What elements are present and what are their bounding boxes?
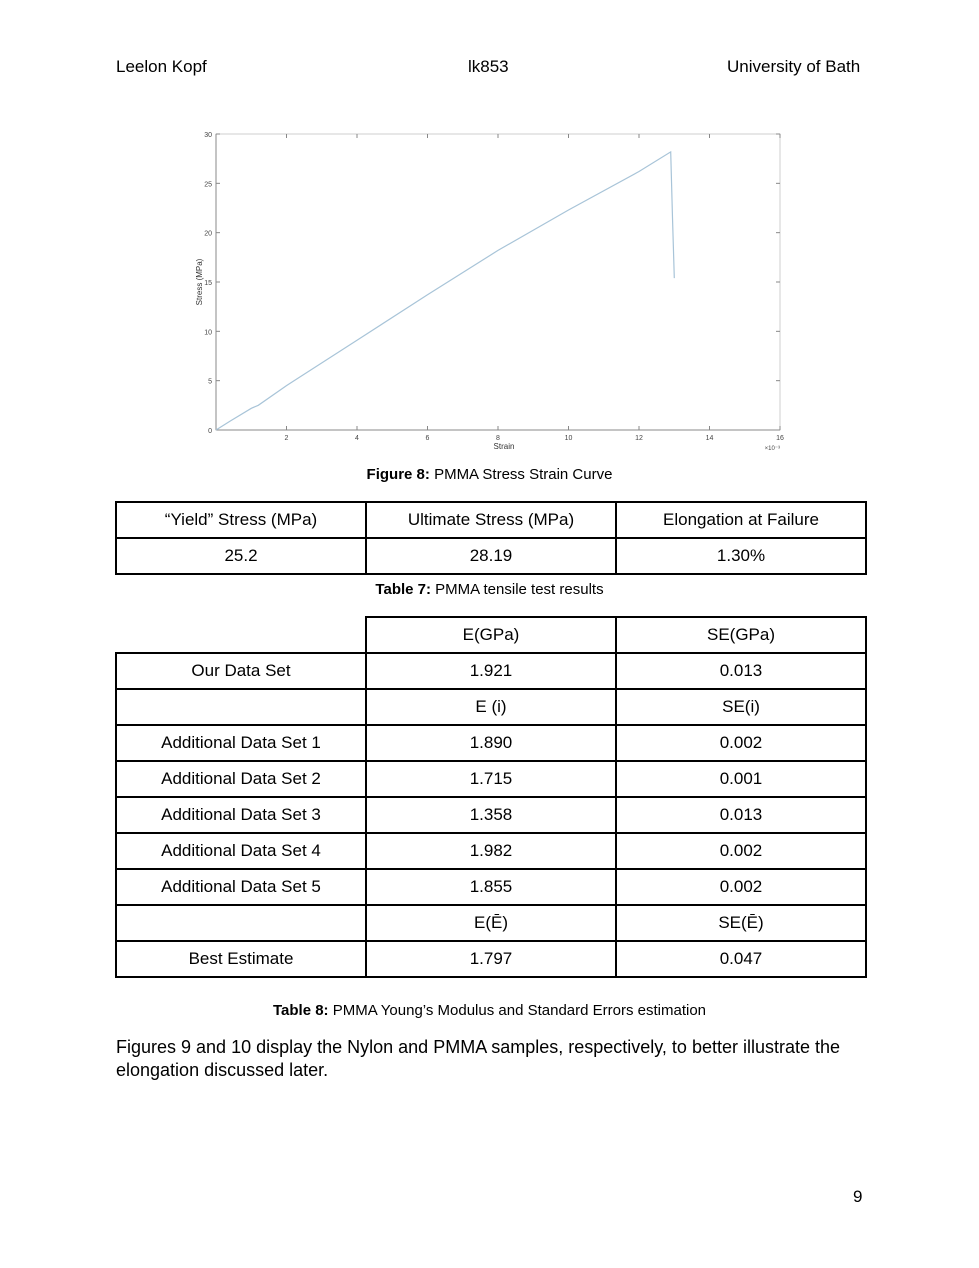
table-8-header-cell: E(GPa) <box>366 617 616 653</box>
table-row <box>116 869 866 905</box>
y-tick-label: 25 <box>204 181 212 189</box>
table-row <box>116 941 866 977</box>
x-tick-label: 10 <box>564 435 573 442</box>
x-tick-label: 4 <box>355 435 359 442</box>
table-8-row-label <box>116 689 366 725</box>
table-8-cell: 1.921 <box>366 653 616 689</box>
table-7-cell: 25.2 <box>116 538 366 574</box>
table-8-caption <box>0 1002 979 1019</box>
table-7-cell: 1.30% <box>616 538 866 574</box>
x-tick-label: 6 <box>425 435 430 442</box>
y-tick-label: 20 <box>204 230 212 238</box>
table-8-cell: 1.855 <box>366 869 616 905</box>
table-7-header-cell: “Yield” Stress (MPa) <box>116 502 366 538</box>
table-7 <box>115 501 867 575</box>
table-7-header-cell: Ultimate Stress (MPa) <box>366 502 616 538</box>
table-8-caption-text: PMMA Young’s Modulus and Standard Errors estimation <box>332 1002 706 1019</box>
table-8-cell: 1.715 <box>366 761 616 797</box>
figure-8-caption-label: Figure 8: <box>366 466 430 483</box>
table-8-cell: 0.013 <box>616 797 866 833</box>
table-row <box>116 833 866 869</box>
x-tick-label: 16 <box>776 435 784 442</box>
page-number: 9 <box>853 1187 863 1206</box>
series-line-pmma <box>216 152 674 430</box>
y-tick-label: 5 <box>208 378 212 386</box>
table-row <box>116 797 866 833</box>
x-tick-label: 2 <box>284 435 289 442</box>
table-8-cell: 0.002 <box>616 833 866 869</box>
table-7-caption <box>0 581 979 598</box>
table-row <box>116 653 866 689</box>
table-8-cell: 0.002 <box>616 725 866 761</box>
table-8-cell: E(Ē) <box>366 905 616 941</box>
table-8-cell: 1.982 <box>366 833 616 869</box>
table-8-row-label: Additional Data Set 3 <box>116 797 366 833</box>
table-row <box>116 725 866 761</box>
x-tick-label: 14 <box>705 435 714 442</box>
figure-8-caption-text: PMMA Stress Strain Curve <box>434 466 613 483</box>
table-7-data-row <box>116 538 866 574</box>
table-7-header-cell: Elongation at Failure <box>616 502 866 538</box>
table-8-row-label: Our Data Set <box>116 653 366 689</box>
table-7-caption-text: PMMA tensile test results <box>435 581 604 598</box>
figure-8-caption <box>0 466 979 483</box>
x-multiplier-label: ×10⁻³ <box>764 446 780 452</box>
table-8-row-label: Additional Data Set 4 <box>116 833 366 869</box>
table-8-row-label: Additional Data Set 2 <box>116 761 366 797</box>
table-8-caption-label: Table 8: <box>272 1002 329 1019</box>
y-tick-label: 15 <box>204 280 212 287</box>
table-8-cell: 1.358 <box>366 797 616 833</box>
plot-frame <box>216 134 780 430</box>
table-8-cell: 0.013 <box>616 653 866 689</box>
table-7-caption-label: Table 7: <box>375 581 431 598</box>
table-8-row-label <box>116 905 366 941</box>
table-8-empty-corner <box>116 617 366 653</box>
x-tick-label: 12 <box>635 435 643 442</box>
table-8-cell: 1.797 <box>366 941 616 977</box>
table-8-cell: 0.047 <box>616 941 866 977</box>
table-8-row-label: Additional Data Set 5 <box>116 869 366 905</box>
header-id: lk853 <box>468 57 509 76</box>
table-8-cell: 1.890 <box>366 725 616 761</box>
table-8-cell: 0.002 <box>616 869 866 905</box>
body-paragraph: Figures 9 and 10 display the Nylon and PMMA samples, respectively, to better illustrate the elongation discussed later. <box>116 1037 841 1080</box>
y-axis-label: Stress (MPa) <box>195 258 204 306</box>
table-7-header-row <box>116 502 866 538</box>
x-axis-label: Strain <box>493 442 515 451</box>
table-row <box>116 689 866 725</box>
y-tick-label: 10 <box>204 329 212 337</box>
table-8-header-row <box>116 617 866 653</box>
table-8-row-label: Best Estimate <box>116 941 366 977</box>
table-8 <box>115 616 867 978</box>
y-tick-label: 0 <box>208 428 212 435</box>
table-8-row-label: Additional Data Set 1 <box>116 725 366 761</box>
table-8-header-cell: SE(GPa) <box>616 617 866 653</box>
table-8-cell: E (i) <box>366 689 616 725</box>
header-university: University of Bath <box>727 57 861 76</box>
table-8-cell: SE(i) <box>616 689 866 725</box>
table-row <box>116 761 866 797</box>
table-7-cell: 28.19 <box>366 538 616 574</box>
stress-strain-chart <box>190 125 795 455</box>
table-row <box>116 905 866 941</box>
table-8-cell: 0.001 <box>616 761 866 797</box>
y-tick-label: 30 <box>204 132 212 139</box>
table-8-cell: SE(Ē) <box>616 905 866 941</box>
x-tick-label: 8 <box>496 435 500 442</box>
header-author: Leelon Kopf <box>116 57 207 76</box>
